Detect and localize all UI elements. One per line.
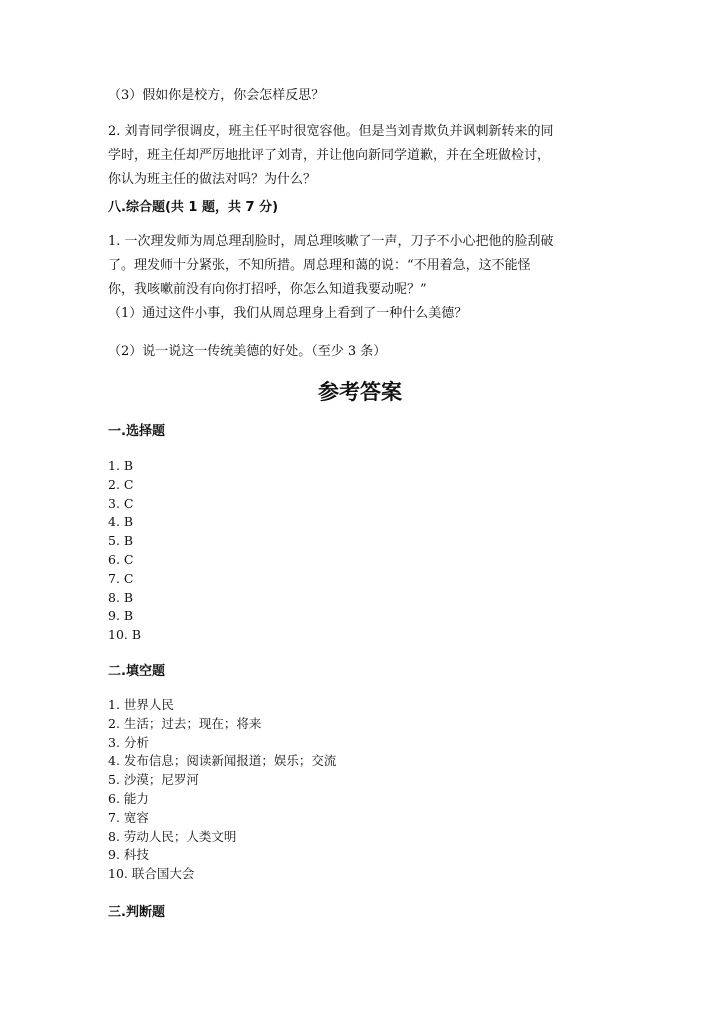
answer-item: 4. B [108,514,134,530]
answer-item: 5. 沙漠；尼罗河 [108,772,199,788]
question-2-line: 2. 刘青同学很调皮，班主任平时很宽容他。但是当刘青欺负并讽刺新转来的同 [108,124,554,139]
question-3-sub-3: （3）假如你是校方，你会怎样反思？ [108,88,325,103]
answers-section-3-heading: 三.判断题 [108,905,165,920]
answer-item: 8. 劳动人民；人类文明 [108,828,237,844]
section-8-question-1-line: 了。理发师十分紧张，不知所措。周总理和蔼的说：“不用着急，这不能怪 [108,258,531,273]
section-8-question-1-line: 1. 一次理发师为周总理刮脸时，周总理咳嗽了一声，刀子不小心把他的脸刮破 [108,234,554,249]
answer-item: 6. 能力 [108,790,149,806]
answer-item: 3. 分析 [108,734,149,750]
section-8-sub-2: （2）说一说这一传统美德的好处。（至少 3 条） [108,344,387,359]
answer-item: 10. 联合国大会 [108,866,195,882]
question-2-line: 你认为班主任的做法对吗？为什么？ [108,172,317,187]
answer-item: 4. 发布信息；阅读新闻报道；娱乐；交流 [108,753,337,769]
answers-section-1-heading: 一.选择题 [108,424,165,439]
answers-section-2-list [108,696,336,884]
answer-item: 2. 生活；过去；现在；将来 [108,715,262,731]
answer-item: 3. C [108,495,134,511]
section-8-heading: 八.综合题(共 1 题，共 7 分) [108,200,279,215]
answer-item: 5. B [108,533,134,549]
answers-section-1-list [108,457,141,645]
answers-section-2-heading: 二.填空题 [108,664,165,679]
answer-item: 7. 宽容 [108,809,149,825]
answer-item: 9. 科技 [108,847,149,863]
answer-item: 1. 世界人民 [108,697,174,712]
section-8-sub-1: （1）通过这件小事，我们从周总理身上看到了一种什么美德？ [108,306,468,321]
answer-item: 2. C [108,476,134,492]
answer-item: 1. B [108,458,134,473]
answer-item: 9. B [108,608,134,624]
answer-item: 7. C [108,570,134,586]
question-2-line: 学时，班主任却严厉地批评了刘青，并让他向新同学道歉，并在全班做检讨， [108,148,551,163]
answer-item: 10. B [108,627,142,643]
answer-item: 8. B [108,589,134,605]
answer-key-title: 参考答案 [318,380,402,404]
answer-item: 6. C [108,551,134,567]
section-8-question-1-line: 你，我咳嗽前没有向你打招呼，你怎么知道我要动呢？” [108,282,427,297]
